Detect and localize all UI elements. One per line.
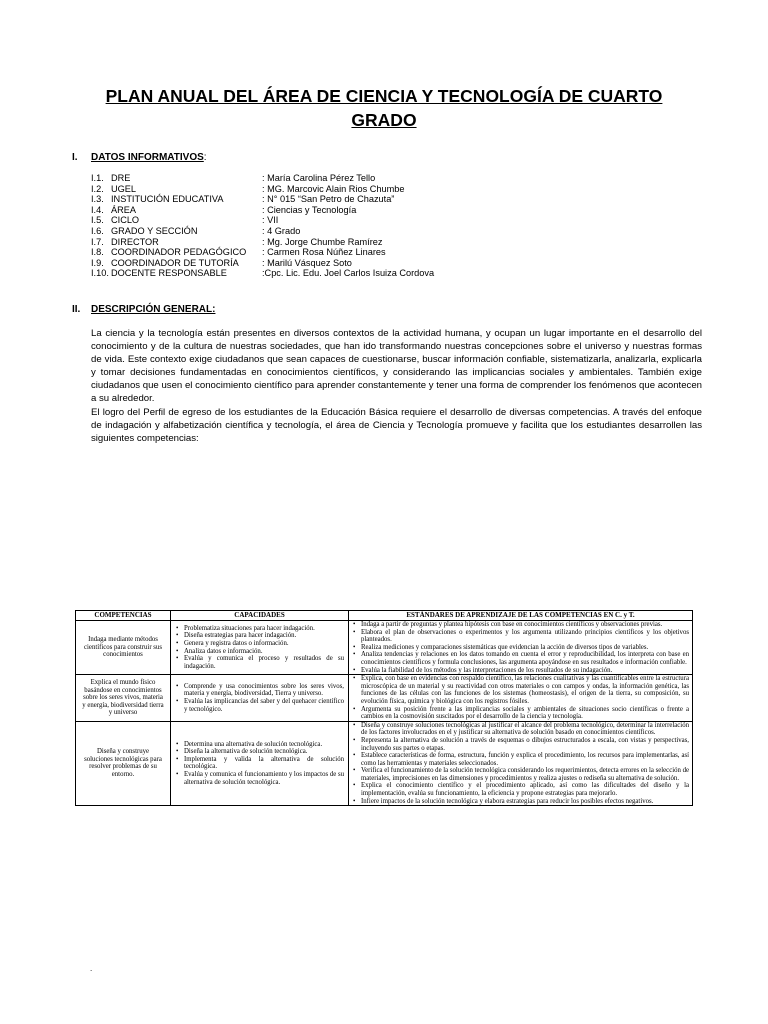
info-label: UGEL: [111, 183, 137, 194]
info-number: I.1.: [91, 173, 104, 183]
list-item: • Infiere impactos de la solución tecnológica y elabora estrategias para reducir los posibles efectos negativos.: [352, 798, 689, 806]
list-item: • Implementa y valida la alternativa de solución tecnológica.: [175, 756, 344, 771]
list-item: • Explica el conocimiento científico y el procedimiento aplicado, así como las dificultades del diseño y la implementación, evalúa su funcionamiento, la eficiencia y propone estrategias para mejorarlo.: [352, 782, 689, 797]
info-label: GRADO Y SECCIÓN: [111, 225, 198, 236]
estandares-cell: [349, 721, 693, 806]
info-label: COORDINADOR PEDAGÓGICO: [111, 247, 247, 258]
header-capacidades: CAPACIDADES: [171, 611, 349, 621]
section-colon: :: [203, 152, 207, 163]
list-item: • Evalúa y comunica el funcionamiento y los impactos de su alternativa de solución tecnológica.: [175, 771, 344, 786]
table-row: [76, 621, 693, 675]
list-item: • Elabora el plan de observaciones o experimentos y los argumenta utilizando principios científicos y los objetivos planteados.: [352, 629, 689, 644]
info-label: COORDINADOR DE TUTORÍA: [111, 257, 239, 268]
list-item: • Analiza datos e información.: [175, 648, 344, 656]
capacidades-cell: [171, 621, 349, 675]
info-number: I.3.: [91, 194, 104, 205]
description-paragraph-1: La ciencia y la tecnología están presentes en diversos contextos de la actividad humana, y ocupan un lugar importante en el desarrollo del conocimiento y de la cultura de nuestras sociedades, que han ido transformando nuestras concepciones sobre el universo y nuestras formas de vida. Este contexto exige ciudadanos que sean capaces de cuestionarse, buscar información confiable, sistematizarla, analizarla, explicarla y tomar decisiones fundamentadas en conocimientos científicos, y considerando las implicancias sociales y ambientales. También exige ciudadanos que usen el conocimiento científico para aprender constantemente y tener una forma de comprender los fenómenos que acontecen a su alrededor.: [91, 328, 702, 405]
info-value: :Cpc. Lic. Edu. Joel Carlos Isuiza Cordova: [262, 268, 435, 279]
description-paragraph-2: El logro del Perfil de egreso de los estudiantes de la Educación Básica requiere el desarrollo de diversas competencias. A través del enfoque de indagación y alfabetización científica y tecnología, el área de Ciencia y Tecnología promueve y facilita que los estudiantes desarrollen las siguientes competencias:: [91, 406, 702, 444]
info-row: [91, 205, 691, 216]
list-item: • Indaga a partir de preguntas y plantea hipótesis con base en conocimientos científicos y observaciones previas.: [352, 621, 689, 629]
table-header-row: [76, 611, 693, 621]
title-line-2: GRADO: [351, 110, 417, 130]
competencia-cell: Explica el mundo físico basándose en conocimientos sobre los seres vivos, materia y energía, biodiversidad tierra y universo: [76, 675, 171, 722]
section-datos-informativos-heading: [72, 152, 207, 163]
section-descripcion-heading: [72, 304, 215, 315]
info-row: [91, 247, 691, 258]
info-row: [91, 215, 691, 226]
list-item: • Argumenta su posición frente a las implicancias sociales y ambientales de situaciones socio científicas o frente a cambios en la cosmovisión suscitados por el desarrollo de la ciencia y tecnología.: [352, 706, 689, 721]
info-number: I.5.: [91, 215, 104, 226]
header-competencias: COMPETENCIAS: [76, 611, 171, 621]
info-value: : VII: [262, 215, 279, 226]
list-item: • Determina una alternativa de solución tecnológica.: [175, 741, 344, 749]
info-value: : Ciencias y Tecnología: [262, 204, 357, 215]
info-number: I.10.: [91, 268, 109, 279]
list-item: • Comprende y usa conocimientos sobre los seres vivos, materia y energía, biodiversidad, Tierra y universo.: [175, 683, 344, 698]
list-item: • Diseña y construye soluciones tecnológicas al justificar el alcance del problema tecnológico, determinar la interrelación de los factores involucrados en el y justificar su alternativa de solución basado en conocimientos científicos.: [352, 722, 689, 737]
info-value: : Marilú Vásquez Soto: [262, 257, 352, 268]
info-label: DIRECTOR: [111, 236, 159, 247]
section-number: I.: [72, 152, 78, 163]
info-label: CICLO: [111, 215, 140, 226]
capacidades-cell: [171, 721, 349, 806]
datos-informativos-list: [91, 173, 691, 279]
footer-mark: .: [90, 964, 93, 973]
info-row: [91, 194, 691, 205]
list-item: • Analiza tendencias y relaciones en los datos tomando en cuenta el error y reproducibilidad, los interpreta con base en conocimientos científicos y formula conclusiones, las argumenta apoyándose en sus resultados e información confiable.: [352, 651, 689, 666]
list-item: • Diseña estrategias para hacer indagación.: [175, 632, 344, 640]
info-value: : 4 Grado: [262, 225, 301, 236]
estandares-cell: [349, 675, 693, 722]
list-item: • Evalúa la fiabilidad de los métodos y las interpretaciones de los resultados de su indagación.: [352, 667, 689, 675]
info-label: DOCENTE RESPONSABLE: [111, 268, 227, 279]
info-number: I.4.: [91, 204, 104, 215]
info-row: [91, 268, 691, 279]
estandares-list: [352, 621, 689, 674]
title-line-1: PLAN ANUAL DEL ÁREA DE CIENCIA Y TECNOLOGÍA DE CUARTO: [105, 86, 663, 106]
estandares-cell: [349, 621, 693, 675]
list-item: • Evalúa y comunica el proceso y resultados de su indagación.: [175, 655, 344, 670]
capacidades-cell: [171, 675, 349, 722]
capacidades-list: [175, 741, 344, 787]
info-row: [91, 173, 691, 184]
descripcion-general-text: [91, 327, 702, 445]
capacidades-list: [175, 683, 344, 713]
list-item: • Evalúa las implicancias del saber y del quehacer científico y tecnológico.: [175, 698, 344, 713]
list-item: • Genera y registra datos o información.: [175, 640, 344, 648]
table-row: [76, 675, 693, 722]
info-row: [91, 258, 691, 269]
estandares-list: [352, 675, 689, 721]
competencia-cell: Diseña y construye soluciones tecnológicas para resolver problemas de su entorno.: [76, 721, 171, 806]
section-label: DESCRIPCIÓN GENERAL:: [91, 304, 216, 315]
info-number: I.7.: [91, 236, 104, 247]
competencias-table: [75, 610, 693, 806]
competencia-cell: Indaga mediante métodos científicos para construir sus conocimientos: [76, 621, 171, 675]
info-value: : N° 015 “San Petro de Chazuta”: [262, 194, 395, 205]
table-row: [76, 721, 693, 806]
capacidades-list: [175, 625, 344, 671]
info-number: I.8.: [91, 247, 104, 258]
info-value: : Mg. Jorge Chumbe Ramírez: [262, 236, 383, 247]
list-item: • Verifica el funcionamiento de la solución tecnológica considerando los requerimientos, detecta errores en la selección de materiales, imprecisiones en las dimensiones y procedimientos y realiza ajustes o rediseña su alternativa de solución.: [352, 767, 689, 782]
list-item: • Representa la alternativa de solución a través de esquemas o dibujos estructurados a escala, con vistas y perspectivas, incluyendo sus partes o etapas.: [352, 737, 689, 752]
list-item: • Problematiza situaciones para hacer indagación.: [175, 625, 344, 633]
info-number: I.6.: [91, 225, 104, 236]
info-label: ÁREA: [111, 204, 137, 215]
info-number: I.9.: [91, 257, 104, 268]
info-row: [91, 237, 691, 248]
document-title: [60, 84, 708, 132]
list-item: • Realiza mediciones y comparaciones sistemáticas que evidencian la acción de diversos tipos de variables.: [352, 644, 689, 652]
info-row: [91, 184, 691, 195]
section-label: DATOS INFORMATIVOS: [91, 152, 204, 163]
info-number: I.2.: [91, 183, 104, 194]
list-item: • Diseña la alternativa de solución tecnológica.: [175, 748, 344, 756]
info-label: DRE: [111, 173, 131, 183]
estandares-list: [352, 722, 689, 806]
info-value: : Carmen Rosa Núñez Linares: [262, 247, 386, 258]
info-value: : María Carolina Pérez Tello: [262, 173, 376, 183]
info-value: : MG. Marcovic Alain Rios Chumbe: [262, 183, 405, 194]
section-number: II.: [72, 304, 81, 315]
list-item: • Establece características de forma, estructura, función y explica el procedimiento, los recursos para implementarlas, así como las herramientas y materiales seleccionados.: [352, 752, 689, 767]
header-estandares: ESTÁNDARES DE APRENDIZAJE DE LAS COMPETENCIAS EN C. y T.: [349, 611, 693, 621]
info-row: [91, 226, 691, 237]
list-item: • Explica, con base en evidencias con respaldo científico, las relaciones cualitativas y las cuantificables entre la estructura microscópica de un material y su reactividad con otros materiales o con campos y ondas, la información genética, las funciones de las células con las funciones de los sistemas (homeostasis), el origen de la tierra, su composición, su evolución física, química y biológica con los registros fósiles.: [352, 675, 689, 705]
table-body: [76, 621, 693, 806]
info-label: INSTITUCIÓN EDUCATIVA: [111, 194, 224, 205]
